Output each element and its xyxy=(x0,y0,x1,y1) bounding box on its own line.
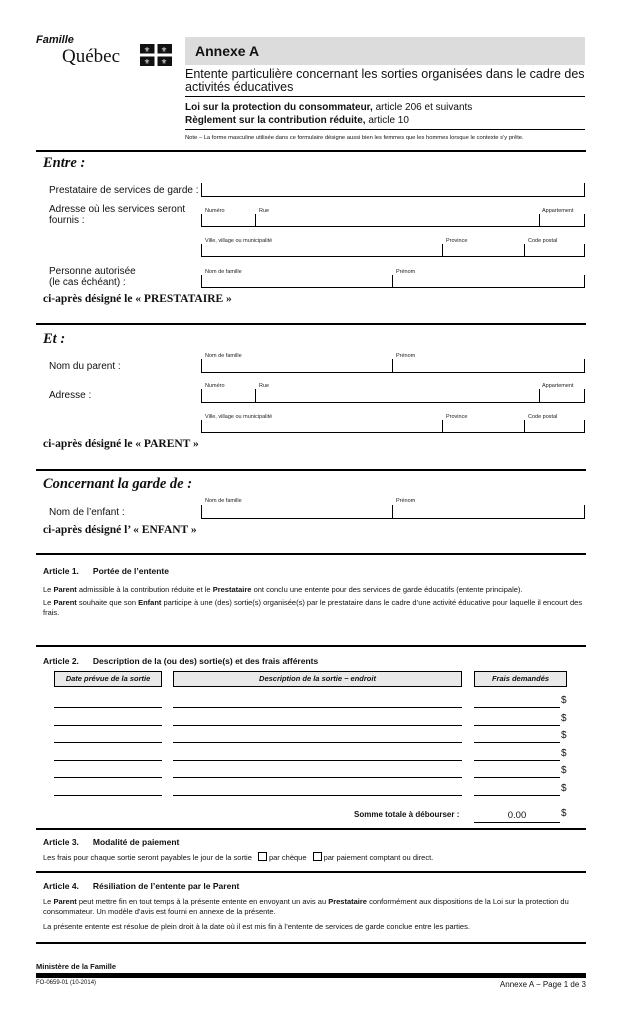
prenom-label: Prénom xyxy=(396,269,416,275)
parent-designation: ci-après désigné le « PARENT » xyxy=(43,438,199,450)
description-field[interactable] xyxy=(173,725,462,726)
ministere-label: Ministère de la Famille xyxy=(36,962,117,971)
annex-title-bar xyxy=(185,37,585,65)
enfant-prenom-label: Prénom xyxy=(396,498,416,504)
gender-note: Note – La forme masculine utilisée dans ce formulaire désigne aussi bien les femmes que les hommes lorsque le contexte s’y prête. xyxy=(185,135,524,141)
section-et-heading: Et : xyxy=(43,331,66,347)
numero-label: Numéro xyxy=(205,208,225,214)
article1-paragraph2: Le Parent souhaite que son Enfant participe à une (des) sortie(s) organisée(s) par le prestataire dans le cadre d’une activité éducative pour laquelle il encourt des frais. xyxy=(43,598,583,617)
adresse-services-field[interactable] xyxy=(201,214,585,227)
logo-famille: Famille xyxy=(36,34,74,46)
checkbox-cheque[interactable] xyxy=(258,852,267,861)
ville-parent-field[interactable] xyxy=(201,420,585,433)
description-field[interactable] xyxy=(173,760,462,761)
page-number: Annexe A − Page 1 de 3 xyxy=(499,980,586,989)
annex-title: Annexe A xyxy=(195,43,260,59)
adresse-parent-field[interactable] xyxy=(201,389,585,403)
parent-ville-label: Ville, village ou municipalité xyxy=(205,414,273,420)
rue-label: Rue xyxy=(259,208,270,214)
col-header-date: Date prévue de la sortie xyxy=(54,671,162,687)
parent-numero-label: Numéro xyxy=(205,383,225,389)
description-field[interactable] xyxy=(173,795,462,796)
frais-field[interactable] xyxy=(474,742,560,743)
nom-enfant-field[interactable] xyxy=(201,505,585,519)
enfant-nom-famille-label: Nom de famille xyxy=(205,498,242,504)
enfant-designation: ci-après désigné l’ « ENFANT » xyxy=(43,524,197,536)
section-garde-heading: Concernant la garde de : xyxy=(43,476,193,492)
logo xyxy=(36,34,176,74)
quebec-flag-icon xyxy=(140,44,172,66)
prestataire-designation: ci-après désigné le « PRESTATAIRE » xyxy=(43,293,232,305)
svg-text:⚜: ⚜ xyxy=(160,46,168,54)
checkbox-comptant[interactable] xyxy=(313,852,322,861)
frais-field[interactable] xyxy=(474,777,560,778)
currency-symbol: $ xyxy=(561,782,567,794)
col-header-description: Description de la sortie − endroit xyxy=(173,671,462,687)
date-field[interactable] xyxy=(54,795,162,796)
frais-field[interactable] xyxy=(474,725,560,726)
parent-prenom-label: Prénom xyxy=(396,353,416,359)
article2-heading: Article 2. Description de la (ou des) sortie(s) et des frais afférents xyxy=(43,656,319,666)
article1-heading: Article 1. Portée de l’entente xyxy=(43,566,169,576)
date-field[interactable] xyxy=(54,707,162,708)
article4-heading: Article 4. Résiliation de l’entente par le Parent xyxy=(43,881,240,891)
svg-text:⚜: ⚜ xyxy=(143,46,151,54)
prestataire-label: Prestataire de services de garde : xyxy=(49,185,199,196)
prestataire-field[interactable] xyxy=(201,183,585,197)
date-field[interactable] xyxy=(54,760,162,761)
adresse-parent-label: Adresse : xyxy=(49,390,92,401)
article3-heading: Article 3. Modalité de paiement xyxy=(43,837,180,847)
adresse-services-label: Adresse où les services seront fournis : xyxy=(49,204,186,226)
frais-field[interactable] xyxy=(474,760,560,761)
currency-symbol: $ xyxy=(561,747,567,759)
frais-field[interactable] xyxy=(474,795,560,796)
ville-services-field[interactable] xyxy=(201,244,585,257)
svg-text:⚜: ⚜ xyxy=(160,58,168,66)
parent-code-postal-label: Code postal xyxy=(528,414,558,420)
logo-quebec: Québec xyxy=(62,46,121,67)
date-field[interactable] xyxy=(54,777,162,778)
personne-autorisee-field[interactable] xyxy=(201,275,585,288)
article3-text: Les frais pour chaque sortie seront payables le jour de la sortie par chèque par paiement comptant ou direct. xyxy=(43,853,434,862)
footer-bar xyxy=(36,973,586,978)
parent-rue-label: Rue xyxy=(259,383,270,389)
nom-parent-label: Nom du parent : xyxy=(49,361,121,372)
currency-symbol: $ xyxy=(561,695,567,706)
parent-nom-famille-label: Nom de famille xyxy=(205,353,242,359)
section-entre-heading: Entre : xyxy=(43,155,86,171)
svg-text:⚜: ⚜ xyxy=(143,58,151,66)
total-value: 0.00 xyxy=(507,810,527,821)
personne-autorisee-label: Personne autorisée (le cas échéant) : xyxy=(49,266,136,288)
parent-appartement-label: Appartement xyxy=(542,383,574,389)
article4-paragraph2: La présente entente est résolue de plein droit à la date où il est mis fin à l’entente de services de garde conclue entre les parties. xyxy=(43,922,470,931)
parent-province-label: Province xyxy=(446,414,468,420)
total-underline xyxy=(474,822,560,823)
code-postal-label: Code postal xyxy=(528,238,558,244)
description-field[interactable] xyxy=(173,777,462,778)
nom-famille-label: Nom de famille xyxy=(205,269,242,275)
total-label: Somme totale à débourser : xyxy=(354,810,460,819)
nom-parent-field[interactable] xyxy=(201,359,585,373)
currency-symbol: $ xyxy=(561,712,567,724)
currency-symbol: $ xyxy=(561,730,567,741)
option-comptant-label: par paiement comptant ou direct. xyxy=(323,853,434,862)
date-field[interactable] xyxy=(54,725,162,726)
frais-field[interactable] xyxy=(474,707,560,708)
appartement-label: Appartement xyxy=(542,208,574,214)
article4-paragraph1: Le Parent peut mettre fin en tout temps à la présente entente en envoyant un avis au Prestataire conformément aux dispositions de la Loi sur la protection du consommateur. Un modèle d’avis est fourni en annexe de la présente. xyxy=(43,897,569,916)
ville-label: Ville, village ou municipalité xyxy=(205,238,273,244)
province-label: Province xyxy=(446,238,468,244)
date-field[interactable] xyxy=(54,742,162,743)
form-subtitle: Entente particulière concernant les sorties organisées dans le cadre des activités éducatives xyxy=(185,67,585,94)
total-currency: $ xyxy=(561,808,567,819)
form-code: FO-0659-01 (10-2014) xyxy=(36,980,97,986)
article1-paragraph1: Le Parent admissible à la contribution réduite et le Prestataire ont conclu une entente pour des services de garde éducatifs (entente principale). xyxy=(43,585,523,594)
currency-symbol: $ xyxy=(561,765,567,776)
description-field[interactable] xyxy=(173,707,462,708)
nom-enfant-label: Nom de l’enfant : xyxy=(49,507,125,518)
description-field[interactable] xyxy=(173,742,462,743)
law-reference: Loi sur la protection du consommateur, article 206 et suivants Règlement sur la contribution réduite, article 10 xyxy=(185,102,473,126)
col-header-frais: Frais demandés xyxy=(474,671,567,687)
option-cheque-label: par chèque xyxy=(268,853,307,862)
